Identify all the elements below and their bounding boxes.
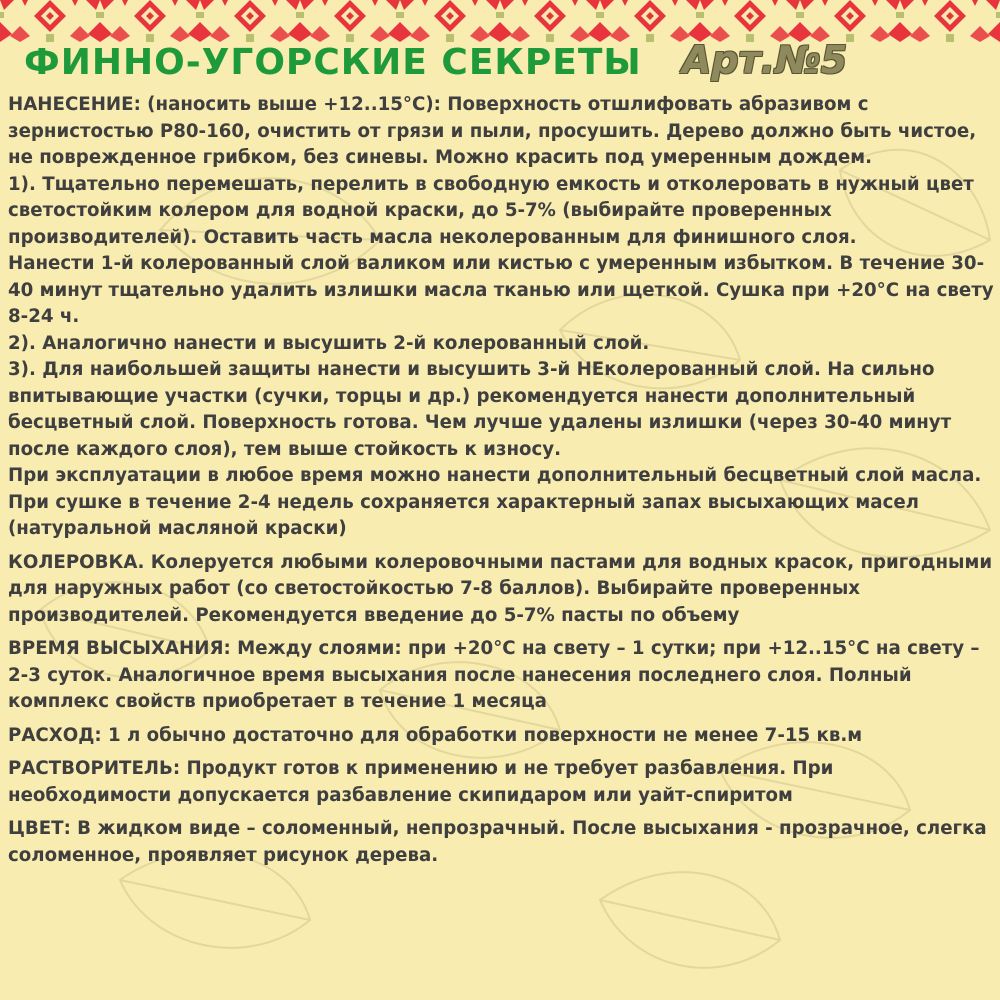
drying-time-paragraph: ВРЕМЯ ВЫСЫХАНИЯ: Между слоями: при +20°С на свету – 1 сутки; при +12..15°С на свету – 2-3 суток. Аналогичное время высыхания после нанесения последнего слоя. Полный комплекс свойств приобретает в течение 1 месяца [8, 638, 980, 712]
solvent-paragraph: РАСТВОРИТЕЛЬ: Продукт готов к применению и не требует разбавления. При необходимости допускается разбавление скипидаром или уайт-спиритом [8, 758, 834, 806]
color-paragraph: ЦВЕТ: В жидком виде – соломенный, непрозрачный. После высыхания - прозрачное, слегка соломенное, проявляет рисунок дерева. [8, 818, 987, 866]
page-title: ФИННО-УГОРСКИЕ СЕКРЕТЫ [24, 42, 642, 83]
step-3-paragraph: 3). Для наибольшей защиты нанести и высушить 3-й НЕколерованный слой. На сильно впитывающие участки (сучки, торцы и др.) рекомендуется нанести дополнительный бесцветный слой. Поверхность готова. Чем лучше удалены излишки (через 30-40 минут после каждого слоя), тем выше стойкость к износу. [8, 359, 952, 460]
instructions-text [8, 92, 998, 869]
application-paragraph: НАНЕСЕНИЕ: (наносить выше +12..15°С): Поверхность отшлифовать абразивом с зернистостью Р80-160, очистить от грязи и пыли, просушить. Дерево должно быть чистое, не поврежденное грибком, без синевы. Можно красить под умеренным дождем. [8, 94, 977, 168]
step-1-paragraph: 1). Тщательно перемешать, перелить в свободную емкость и отколеровать в нужный цвет светостойким колером для водной краски, до 5-7% (выбирайте проверенных производителей). Оставить часть масла неколерованным для финишного слоя. [8, 173, 974, 248]
consumption-paragraph: РАСХОД: 1 л обычно достаточно для обработки поверхности не менее 7-15 кв.м [8, 724, 863, 746]
first-coat-paragraph: Нанести 1-й колерованный слой валиком или кистью с умеренным избытком. В течение 30-40 минут тщательно удалить излишки масла тканью или щеткой. Сушка при +20°С на свету 8-24 ч. [8, 253, 994, 327]
maintenance-paragraph: При эксплуатации в любое время можно нанести дополнительный бесцветный слой масла. При сушке в течение 2-4 недель сохраняется характерный запах высыхающих масел (натуральной масляной краски) [8, 465, 982, 539]
article-number-badge: Арт.№5 [682, 38, 848, 82]
step-2-paragraph: 2). Аналогично нанести и высушить 2-й колерованный слой. [8, 332, 650, 354]
tinting-paragraph: КОЛЕРОВКА. Колеруется любыми колеровочными пастами для водных красок, пригодными для наружных работ (со светостойкостью 7-8 баллов). Выбирайте проверенных производителей. Рекомендуется введение до 5-7% пасты по объему [8, 551, 993, 626]
